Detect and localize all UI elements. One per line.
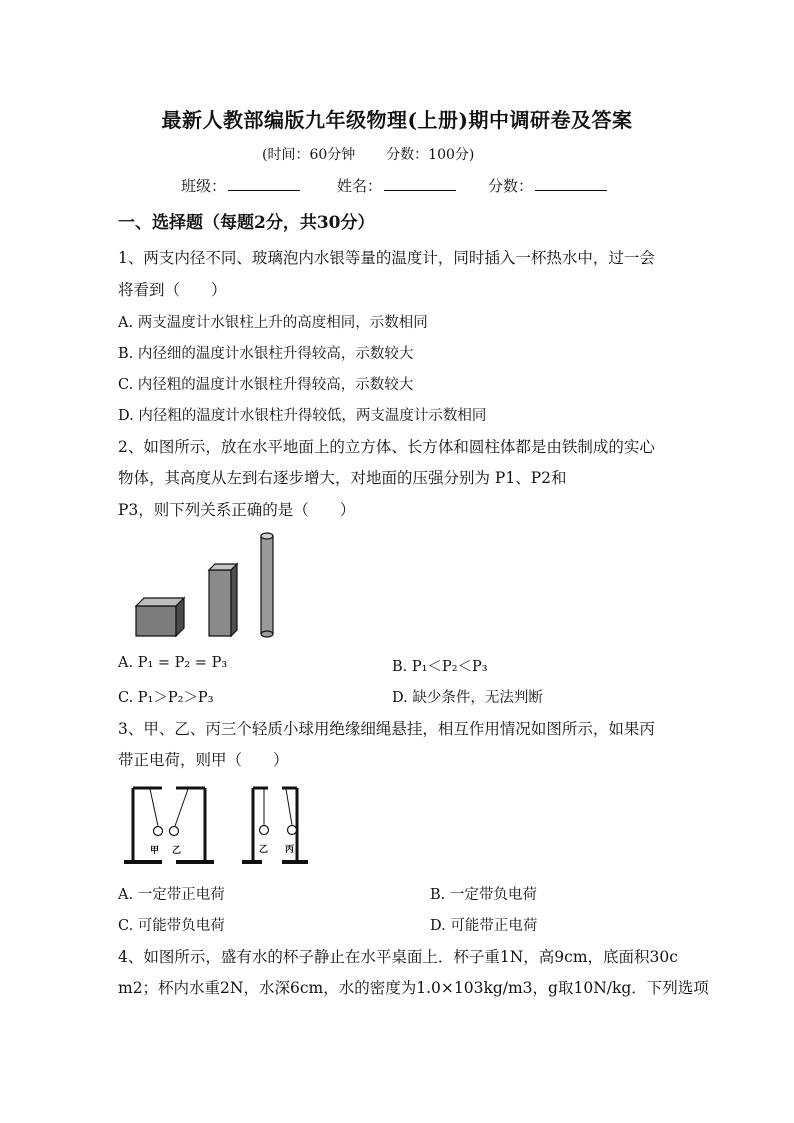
q1-option-a: A. 两支温度计水银柱上升的高度相同，示数相同 xyxy=(118,315,428,331)
q2-option-c: C. P₁＞P₂＞P₃ xyxy=(118,690,214,706)
ball-yi-left xyxy=(170,827,179,836)
stand-right xyxy=(242,788,308,862)
q1-stem-line2: 将看到（ ） xyxy=(118,281,227,299)
q2-stem-line1: 2、如图所示，放在水平地面上的立方体、长方体和圆柱体都是由铁制成的实心 xyxy=(118,438,655,456)
cube-shape xyxy=(136,598,184,636)
q1-option-c: C. 内径粗的温度计水银柱升得较高，示数较大 xyxy=(118,377,414,393)
label-bing: 丙 xyxy=(285,845,295,855)
section-heading: 一、选择题（每题2分，共30分） xyxy=(118,213,375,233)
label-yi-left: 乙 xyxy=(172,846,182,856)
q2-option-b: B. P₁＜P₂＜P₃ xyxy=(392,659,488,675)
q3-stem-line2: 带正电荷，则甲（ ） xyxy=(118,751,289,769)
name-label: 姓名： xyxy=(337,177,383,195)
cylinder-shape xyxy=(261,533,273,637)
stand-left xyxy=(124,788,214,862)
name-field xyxy=(337,175,456,196)
class-blank[interactable] xyxy=(228,176,300,191)
class-field xyxy=(181,175,300,196)
name-blank[interactable] xyxy=(384,176,456,191)
q1-stem-line1: 1、两支内径不同、玻璃泡内水银等量的温度计，同时插入一杯热水中，过一会 xyxy=(118,249,655,267)
q2-stem-line3: P3，则下列关系正确的是（ ） xyxy=(118,501,356,519)
class-label: 班级： xyxy=(181,177,227,195)
q1-option-d: D. 内径粗的温度计水银柱升得较低，两支温度计示数相同 xyxy=(118,408,487,424)
q3-option-b: B. 一定带负电荷 xyxy=(430,887,537,903)
score-blank[interactable] xyxy=(535,176,607,191)
q3-option-d: D. 可能带正电荷 xyxy=(430,918,538,934)
page-title: 最新人教部编版九年级物理(上册)期中调研卷及答案 xyxy=(161,108,633,132)
q4-stem-line2: m2；杯内水重2N，水深6cm，水的密度为1.0×103kg/m3，g取10N/kg．下列选项 xyxy=(118,979,709,997)
label-jia: 甲 xyxy=(150,846,160,856)
q2-option-a: A. P₁ = P₂ = P₃ xyxy=(118,655,228,671)
q3-figure-pendulums xyxy=(118,778,318,870)
ball-jia xyxy=(154,827,163,836)
q1-option-b: B. 内径细的温度计水银柱升得较高，示数较大 xyxy=(118,346,414,362)
q3-option-c: C. 可能带负电荷 xyxy=(118,918,225,934)
ball-bing xyxy=(288,826,297,835)
q2-option-d: D. 缺少条件，无法判断 xyxy=(392,690,543,706)
cuboid-shape xyxy=(209,564,237,636)
ball-yi-right xyxy=(260,826,269,835)
q2-figure-solids xyxy=(130,528,290,640)
q3-option-a: A. 一定带正电荷 xyxy=(118,887,225,903)
q4-stem-line1: 4、如图所示，盛有水的杯子静止在水平桌面上．杯子重1N，高9cm，底面积30c xyxy=(118,948,678,966)
exam-meta xyxy=(262,144,474,164)
exam-total-score: 分数：100分) xyxy=(386,147,475,163)
exam-time: (时间：60分钟 xyxy=(262,147,356,163)
score-label: 分数： xyxy=(488,177,534,195)
score-field xyxy=(488,175,607,196)
q2-stem-line2: 物体，其高度从左到右逐步增大，对地面的压强分别为 P1、P2和 xyxy=(118,469,567,487)
label-yi-right: 乙 xyxy=(259,845,269,855)
q3-stem-line1: 3、甲、乙、丙三个轻质小球用绝缘细绳悬挂，相互作用情况如图所示，如果丙 xyxy=(118,720,655,738)
